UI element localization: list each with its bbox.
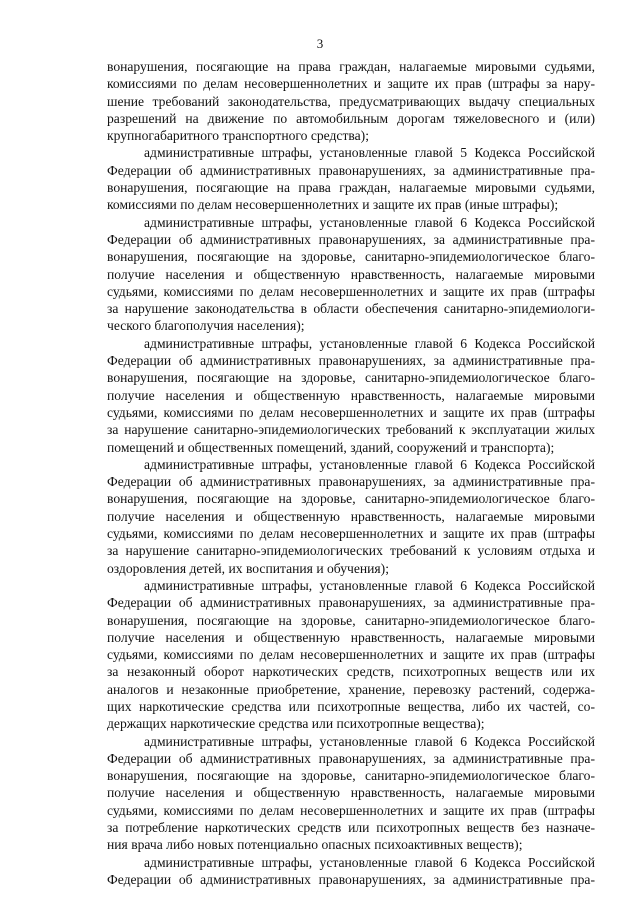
text-line: ния врача либо новых потенциально опасных психоактивных веществ); [107,837,523,853]
text-line: шение требований законодательства, предусматривающих выдачу специальных [107,93,595,109]
text-line: держащих наркотические средства или психотропные вещества); [107,716,485,732]
text-line: административные штрафы, установленные главой 5 Кодекса Российской [144,145,595,161]
text-line: получие населения и общественную нравственность, налагаемые мировыми [107,387,595,403]
text-line: Федерации об административных правонарушениях, за административные пра- [107,162,595,178]
text-line: судьями, комиссиями по делам несовершеннолетних и защите их прав (штрафы [107,526,595,542]
text-line: получие населения и общественную нравственность, налагаемые мировыми [107,266,595,282]
text-line: административные штрафы, установленные главой 6 Кодекса Российской [144,577,595,593]
text-line: получие населения и общественную нравственность, налагаемые мировыми [107,629,595,645]
text-line: административные штрафы, установленные главой 6 Кодекса Российской [144,335,595,351]
text-line: Федерации об административных правонарушениях, за административные пра- [107,231,595,247]
text-line: комиссиями по делам несовершеннолетних и защите их прав (штрафы за нару- [107,76,595,92]
text-line: Федерации об административных правонарушениях, за административные пра- [107,750,595,766]
text-line: вонарушения, посягающие на здоровье, санитарно-эпидемиологическое благо- [107,370,595,386]
text-line: судьями, комиссиями по делам несовершеннолетних и защите их прав (штрафы [107,404,595,420]
paragraph-chapter-6-children-rest [107,456,595,577]
text-line: за потребление наркотических средств или психотропных веществ без назначе- [107,820,595,836]
text-line: вонарушения, посягающие на права граждан, налагаемые мировыми судьями, [107,59,595,74]
text-line: вонарушения, посягающие на здоровье, санитарно-эпидемиологическое благо- [107,612,595,628]
paragraph-chapter-6-premises [107,335,595,456]
paragraph-chapter-6-drug-use [107,733,595,854]
text-line: судьями, комиссиями по делам несовершеннолетних и защите их прав (штрафы [107,802,595,818]
text-line: за незаконный оборот наркотических средств, психотропных веществ или их [107,664,595,680]
text-line: разрешений на движение по автомобильным дорогам тяжеловесного и (или) [107,110,595,126]
text-line: административные штрафы, установленные главой 6 Кодекса Российской [144,214,595,230]
text-line: административные штрафы, установленные главой 6 Кодекса Российской [144,456,595,472]
text-line: судьями, комиссиями по делам несовершеннолетних и защите их прав (штрафы [107,283,595,299]
text-line: за нарушение санитарно-эпидемиологических требований к эксплуатации жилых [107,422,595,438]
paragraph-chapter-5-other-fines [107,144,595,213]
text-line: получие населения и общественную нравственность, налагаемые мировыми [107,508,595,524]
text-line: вонарушения, посягающие на здоровье, санитарно-эпидемиологическое благо- [107,491,595,507]
text-line: оздоровления детей, их воспитания и обучения); [107,560,389,576]
text-line: за нарушение санитарно-эпидемиологических требований к условиям отдыха и [107,543,595,559]
text-line: Федерации об административных правонарушениях, за административные пра- [107,595,595,611]
paragraph-continuation [107,58,595,144]
text-line: получие населения и общественную нравственность, налагаемые мировыми [107,785,595,801]
text-line: крупногабаритного транспортного средства); [107,128,369,144]
text-line: за нарушение законодательства в области обеспечения санитарно-эпидемиологи- [107,301,595,317]
text-line: вонарушения, посягающие на здоровье, санитарно-эпидемиологическое благо- [107,768,595,784]
text-line: ческого благополучия населения); [107,318,305,334]
paragraph-chapter-6-continued [107,854,595,889]
text-line: щих наркотические средства или психотропные вещества, либо их частей, со- [107,698,595,714]
text-line: вонарушения, посягающие на права граждан, налагаемые мировыми судьями, [107,180,595,196]
paragraph-chapter-6-sanitary-legislation [107,214,595,335]
text-line: помещений и общественных помещений, зданий, сооружений и транспорта); [107,439,555,455]
text-line: вонарушения, посягающие на здоровье, санитарно-эпидемиологическое благо- [107,249,595,265]
text-line: комиссиями по делам несовершеннолетних и защите их прав (иные штрафы); [107,197,559,213]
text-line: административные штрафы, установленные главой 6 Кодекса Российской [144,733,595,749]
page-number: 3 [316,36,324,51]
text-line: аналогов и незаконные приобретение, хранение, перевозку растений, содержа- [107,681,595,697]
text-line: Федерации об административных правонарушениях, за административные пра- [107,871,595,887]
document-body [107,58,595,888]
text-line: Федерации об административных правонарушениях, за административные пра- [107,353,595,369]
text-line: судьями, комиссиями по делам несовершеннолетних и защите их прав (штрафы [107,647,595,663]
text-line: Федерации об административных правонарушениях, за административные пра- [107,474,595,490]
text-line: административные штрафы, установленные главой 6 Кодекса Российской [144,854,595,870]
paragraph-chapter-6-drug-trafficking [107,577,595,733]
